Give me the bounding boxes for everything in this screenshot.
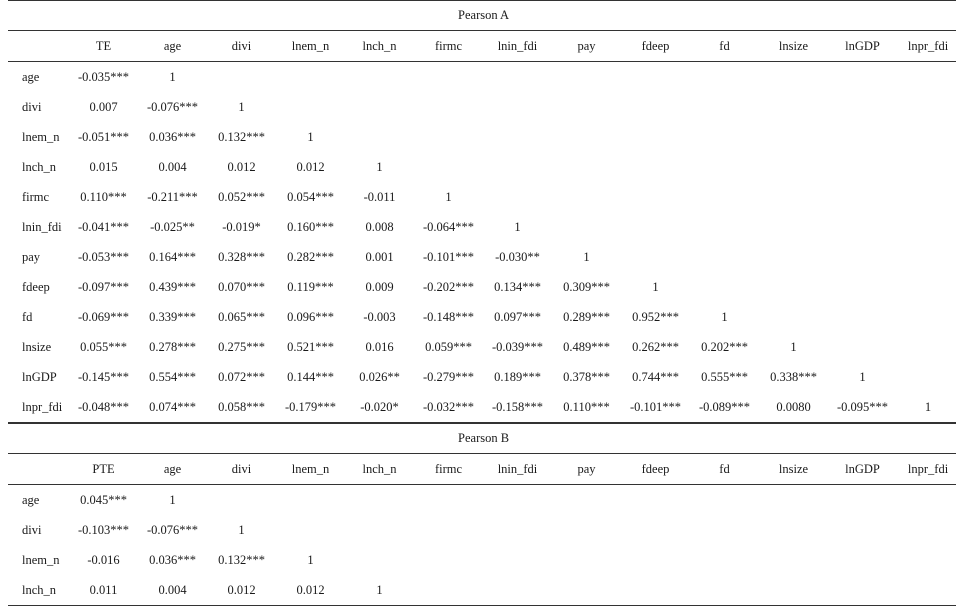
table-cell: 0.096*** xyxy=(287,309,334,324)
table-cell: -0.048*** xyxy=(69,392,138,423)
table-cell xyxy=(759,212,828,242)
table-cell xyxy=(483,545,552,575)
table-cell xyxy=(828,575,897,606)
table-cell: 0.278*** xyxy=(149,339,196,354)
table-cell: -0.030** xyxy=(495,249,540,264)
table-cell: 0.134*** xyxy=(494,279,541,294)
table-cell xyxy=(690,272,759,302)
table-cell: -0.179*** xyxy=(276,392,345,423)
table-cell xyxy=(345,485,414,516)
table-cell xyxy=(759,182,828,212)
table-cell: 0.074*** xyxy=(138,392,207,423)
table-cell xyxy=(345,62,414,93)
table-cell: -0.016 xyxy=(87,552,120,567)
table-cell: -0.025** xyxy=(150,219,195,234)
table-cell: 0.036*** xyxy=(149,552,196,567)
column-header: pay xyxy=(552,454,621,485)
table-cell xyxy=(276,62,345,93)
table-row xyxy=(8,332,956,362)
table-cell xyxy=(897,332,956,362)
table-cell: 0.012 xyxy=(227,159,256,174)
row-label: age xyxy=(22,69,40,84)
row-label: lnem_n xyxy=(22,129,60,144)
pearson-a-title: Pearson A xyxy=(8,1,956,31)
column-header: age xyxy=(138,31,207,62)
table-cell: -0.158*** xyxy=(483,392,552,423)
table-cell: -0.148*** xyxy=(422,309,475,324)
table-cell xyxy=(690,212,759,242)
column-header: lnch_n xyxy=(345,454,414,485)
table-cell xyxy=(552,182,621,212)
table-cell: 0.052*** xyxy=(218,189,265,204)
table-cell xyxy=(897,545,956,575)
table-cell xyxy=(828,182,897,212)
table-cell xyxy=(759,302,828,332)
table-cell xyxy=(690,485,759,516)
table-cell: 0.011 xyxy=(69,575,138,606)
column-header: lnGDP xyxy=(828,31,897,62)
table-cell: -0.003 xyxy=(363,309,396,324)
table-cell xyxy=(690,152,759,182)
table-cell xyxy=(414,122,483,152)
table-cell xyxy=(621,575,690,606)
table-cell xyxy=(759,242,828,272)
table-cell xyxy=(759,152,828,182)
table-cell xyxy=(897,272,956,302)
column-header: lnem_n xyxy=(276,454,345,485)
table-cell xyxy=(690,515,759,545)
table-cell xyxy=(828,152,897,182)
table-cell: -0.089*** xyxy=(690,392,759,423)
table-cell: 1 xyxy=(376,159,383,174)
table-cell xyxy=(552,212,621,242)
row-label: fdeep xyxy=(22,279,50,294)
table-cell xyxy=(897,92,956,122)
table-row xyxy=(8,152,956,182)
table-cell: 0.952*** xyxy=(632,309,679,324)
table-row xyxy=(8,575,956,606)
column-header: PTE xyxy=(69,454,138,485)
table-cell xyxy=(621,152,690,182)
column-header: lnin_fdi xyxy=(483,454,552,485)
table-cell: 0.744*** xyxy=(632,369,679,384)
column-header: TE xyxy=(69,31,138,62)
column-header: lnsize xyxy=(759,31,828,62)
table-cell: 0.439*** xyxy=(149,279,196,294)
table-cell xyxy=(828,332,897,362)
table-cell: 1 xyxy=(859,369,866,384)
column-header: lnGDP xyxy=(828,454,897,485)
table-cell xyxy=(690,545,759,575)
table-cell: 1 xyxy=(514,219,521,234)
table-cell: 0.339*** xyxy=(149,309,196,324)
table-row xyxy=(8,122,956,152)
table-row xyxy=(8,212,956,242)
table-cell xyxy=(828,545,897,575)
table-cell xyxy=(621,242,690,272)
table-cell xyxy=(552,575,621,606)
table-cell xyxy=(345,515,414,545)
table-cell xyxy=(483,92,552,122)
table-cell xyxy=(690,92,759,122)
table-row xyxy=(8,272,956,302)
table-cell xyxy=(897,212,956,242)
table-cell: 1 xyxy=(307,552,314,567)
table-cell xyxy=(621,515,690,545)
table-row xyxy=(8,545,956,575)
table-cell xyxy=(414,545,483,575)
table-cell: 0.0080 xyxy=(759,392,828,423)
table-cell xyxy=(897,362,956,392)
table-cell: 0.097*** xyxy=(494,309,541,324)
table-row xyxy=(8,242,956,272)
table-cell: -0.101*** xyxy=(621,392,690,423)
pearson-b-header-row xyxy=(8,454,956,485)
table-cell xyxy=(552,92,621,122)
table-cell: 0.164*** xyxy=(149,249,196,264)
pearson-b-table xyxy=(8,423,956,606)
table-row xyxy=(8,485,956,516)
table-cell: -0.202*** xyxy=(422,279,475,294)
table-row xyxy=(8,182,956,212)
table-cell xyxy=(828,302,897,332)
row-label: lnpr_fdi xyxy=(8,392,69,423)
row-label: divi xyxy=(22,99,42,114)
table-cell: 0.489*** xyxy=(563,339,610,354)
table-cell: 0.132*** xyxy=(218,129,265,144)
table-cell: 0.065*** xyxy=(218,309,265,324)
table-cell xyxy=(414,92,483,122)
table-cell xyxy=(759,545,828,575)
table-cell xyxy=(207,485,276,516)
table-cell: 1 xyxy=(790,339,797,354)
column-header: fdeep xyxy=(621,31,690,62)
table-cell xyxy=(621,62,690,93)
table-cell: -0.032*** xyxy=(414,392,483,423)
table-cell: -0.035*** xyxy=(77,69,130,84)
table-cell: 0.015 xyxy=(89,159,118,174)
pearson-a-title-row xyxy=(8,1,956,31)
table-cell xyxy=(621,182,690,212)
table-row xyxy=(8,362,956,392)
table-cell xyxy=(621,122,690,152)
table-cell xyxy=(276,92,345,122)
column-header: lnpr_fdi xyxy=(897,454,956,485)
table-cell: 0.055*** xyxy=(80,339,127,354)
table-cell xyxy=(897,152,956,182)
column-header: lnsize xyxy=(759,454,828,485)
table-cell: 0.144*** xyxy=(287,369,334,384)
table-cell xyxy=(345,545,414,575)
table-cell: 0.058*** xyxy=(207,392,276,423)
table-cell: 0.338*** xyxy=(770,369,817,384)
table-cell: 0.007 xyxy=(89,99,118,114)
table-cell xyxy=(414,575,483,606)
table-cell: -0.020* xyxy=(345,392,414,423)
table-cell: 0.275*** xyxy=(218,339,265,354)
table-cell xyxy=(483,152,552,182)
table-cell xyxy=(759,485,828,516)
table-row xyxy=(8,92,956,122)
table-cell xyxy=(897,62,956,93)
column-header: fd xyxy=(690,31,759,62)
table-cell: -0.069*** xyxy=(77,309,130,324)
table-cell xyxy=(828,485,897,516)
table-cell: -0.279*** xyxy=(422,369,475,384)
column-header xyxy=(8,454,69,485)
table-cell: 0.001 xyxy=(365,249,394,264)
table-cell xyxy=(552,545,621,575)
row-label: lnem_n xyxy=(22,552,60,567)
column-header: lnem_n xyxy=(276,31,345,62)
table-cell xyxy=(345,92,414,122)
table-cell xyxy=(552,485,621,516)
table-cell: -0.053*** xyxy=(77,249,130,264)
table-cell: 1 xyxy=(652,279,659,294)
table-cell xyxy=(483,62,552,93)
column-header: lnch_n xyxy=(345,31,414,62)
table-cell xyxy=(414,515,483,545)
column-header xyxy=(8,31,69,62)
table-cell xyxy=(897,122,956,152)
pearson-a-table xyxy=(8,0,956,423)
table-cell: 0.059*** xyxy=(425,339,472,354)
table-cell xyxy=(828,212,897,242)
table-cell: 1 xyxy=(169,69,176,84)
table-cell xyxy=(690,575,759,606)
column-header: fdeep xyxy=(621,454,690,485)
table-cell: -0.103*** xyxy=(77,522,130,537)
table-cell: 0.328*** xyxy=(218,249,265,264)
table-cell xyxy=(897,515,956,545)
table-cell: -0.097*** xyxy=(77,279,130,294)
table-cell: 0.004 xyxy=(158,159,187,174)
table-cell xyxy=(483,485,552,516)
table-cell: 0.004 xyxy=(138,575,207,606)
table-cell: 0.202*** xyxy=(701,339,748,354)
table-cell: 0.012 xyxy=(276,575,345,606)
table-cell: 0.555*** xyxy=(701,369,748,384)
table-cell: -0.145*** xyxy=(77,369,130,384)
table-cell xyxy=(621,485,690,516)
table-cell xyxy=(552,62,621,93)
table-cell: 1 xyxy=(238,99,245,114)
column-header: age xyxy=(138,454,207,485)
column-header: firmc xyxy=(414,454,483,485)
table-cell xyxy=(828,122,897,152)
table-cell xyxy=(828,92,897,122)
table-cell xyxy=(759,515,828,545)
table-cell: 0.132*** xyxy=(218,552,265,567)
table-cell xyxy=(276,515,345,545)
row-label: age xyxy=(22,492,40,507)
table-cell: 0.054*** xyxy=(287,189,334,204)
table-cell xyxy=(759,92,828,122)
table-cell xyxy=(552,152,621,182)
table-cell: 1 xyxy=(897,392,956,423)
row-label: lnch_n xyxy=(22,159,57,174)
table-cell xyxy=(621,92,690,122)
table-cell: 0.309*** xyxy=(563,279,610,294)
table-cell: 0.016 xyxy=(365,339,394,354)
table-row xyxy=(8,515,956,545)
table-row xyxy=(8,302,956,332)
table-cell xyxy=(207,62,276,93)
table-cell xyxy=(828,515,897,545)
table-cell: -0.076*** xyxy=(146,99,199,114)
table-cell xyxy=(828,242,897,272)
table-cell xyxy=(759,62,828,93)
column-header: pay xyxy=(552,31,621,62)
table-cell: 1 xyxy=(721,309,728,324)
table-cell: 0.070*** xyxy=(218,279,265,294)
table-cell xyxy=(759,575,828,606)
table-cell: 1 xyxy=(583,249,590,264)
table-cell: -0.076*** xyxy=(146,522,199,537)
table-cell: 0.110*** xyxy=(80,189,127,204)
table-cell: 0.160*** xyxy=(287,219,334,234)
table-cell xyxy=(414,62,483,93)
table-cell xyxy=(690,122,759,152)
row-label: firmc xyxy=(22,189,50,204)
row-label: divi xyxy=(22,522,42,537)
table-cell: 0.012 xyxy=(296,159,325,174)
table-cell: 0.554*** xyxy=(149,369,196,384)
table-cell: 0.009 xyxy=(365,279,394,294)
table-cell: 0.012 xyxy=(207,575,276,606)
table-cell xyxy=(552,122,621,152)
table-cell: 1 xyxy=(445,189,452,204)
table-row xyxy=(8,62,956,93)
table-cell: -0.095*** xyxy=(828,392,897,423)
table-cell xyxy=(483,122,552,152)
column-header: divi xyxy=(207,31,276,62)
table-cell xyxy=(897,302,956,332)
table-cell: 0.521*** xyxy=(287,339,334,354)
column-header: lnin_fdi xyxy=(483,31,552,62)
table-cell xyxy=(759,272,828,302)
table-cell: 0.072*** xyxy=(218,369,265,384)
pearson-b-title: Pearson B xyxy=(8,424,956,454)
table-cell xyxy=(552,515,621,545)
table-cell: 1 xyxy=(307,129,314,144)
table-cell xyxy=(759,122,828,152)
correlation-tables xyxy=(8,0,949,606)
table-cell: -0.051*** xyxy=(77,129,130,144)
row-label: pay xyxy=(22,249,41,264)
table-cell xyxy=(897,182,956,212)
table-cell xyxy=(414,152,483,182)
table-row xyxy=(8,392,956,423)
row-label: fd xyxy=(22,309,33,324)
table-cell: 1 xyxy=(238,522,245,537)
table-cell xyxy=(897,485,956,516)
row-label: lnsize xyxy=(22,339,52,354)
table-cell xyxy=(621,545,690,575)
table-cell xyxy=(690,62,759,93)
pearson-b-title-row xyxy=(8,424,956,454)
table-cell: 0.008 xyxy=(365,219,394,234)
table-cell: 0.289*** xyxy=(563,309,610,324)
table-cell xyxy=(828,272,897,302)
table-cell xyxy=(897,575,956,606)
table-cell: 0.282*** xyxy=(287,249,334,264)
table-cell: 0.189*** xyxy=(494,369,541,384)
table-cell xyxy=(690,182,759,212)
table-cell: 0.026** xyxy=(359,369,400,384)
row-label: lnin_fdi xyxy=(22,219,62,234)
table-cell: -0.041*** xyxy=(77,219,130,234)
table-cell xyxy=(345,122,414,152)
table-cell: -0.039*** xyxy=(491,339,544,354)
table-cell xyxy=(414,485,483,516)
table-cell: 0.110*** xyxy=(552,392,621,423)
table-cell xyxy=(621,212,690,242)
table-cell: 0.119*** xyxy=(287,279,334,294)
table-cell: -0.101*** xyxy=(422,249,475,264)
table-cell xyxy=(483,182,552,212)
table-cell xyxy=(483,515,552,545)
table-cell: 0.378*** xyxy=(563,369,610,384)
pearson-a-header-row xyxy=(8,31,956,62)
table-cell: 0.036*** xyxy=(149,129,196,144)
table-cell xyxy=(828,62,897,93)
table-cell: 1 xyxy=(169,492,176,507)
table-cell: -0.011 xyxy=(363,189,396,204)
table-cell: -0.019* xyxy=(222,219,261,234)
table-cell: 0.045*** xyxy=(80,492,127,507)
table-cell: 1 xyxy=(345,575,414,606)
row-label: lnch_n xyxy=(8,575,69,606)
table-cell: -0.211*** xyxy=(147,189,198,204)
column-header: firmc xyxy=(414,31,483,62)
table-cell xyxy=(897,242,956,272)
column-header: fd xyxy=(690,454,759,485)
table-cell xyxy=(690,242,759,272)
table-cell: -0.064*** xyxy=(422,219,475,234)
column-header: lnpr_fdi xyxy=(897,31,956,62)
row-label: lnGDP xyxy=(22,369,57,384)
column-header: divi xyxy=(207,454,276,485)
table-cell xyxy=(276,485,345,516)
table-cell xyxy=(483,575,552,606)
table-cell: 0.262*** xyxy=(632,339,679,354)
